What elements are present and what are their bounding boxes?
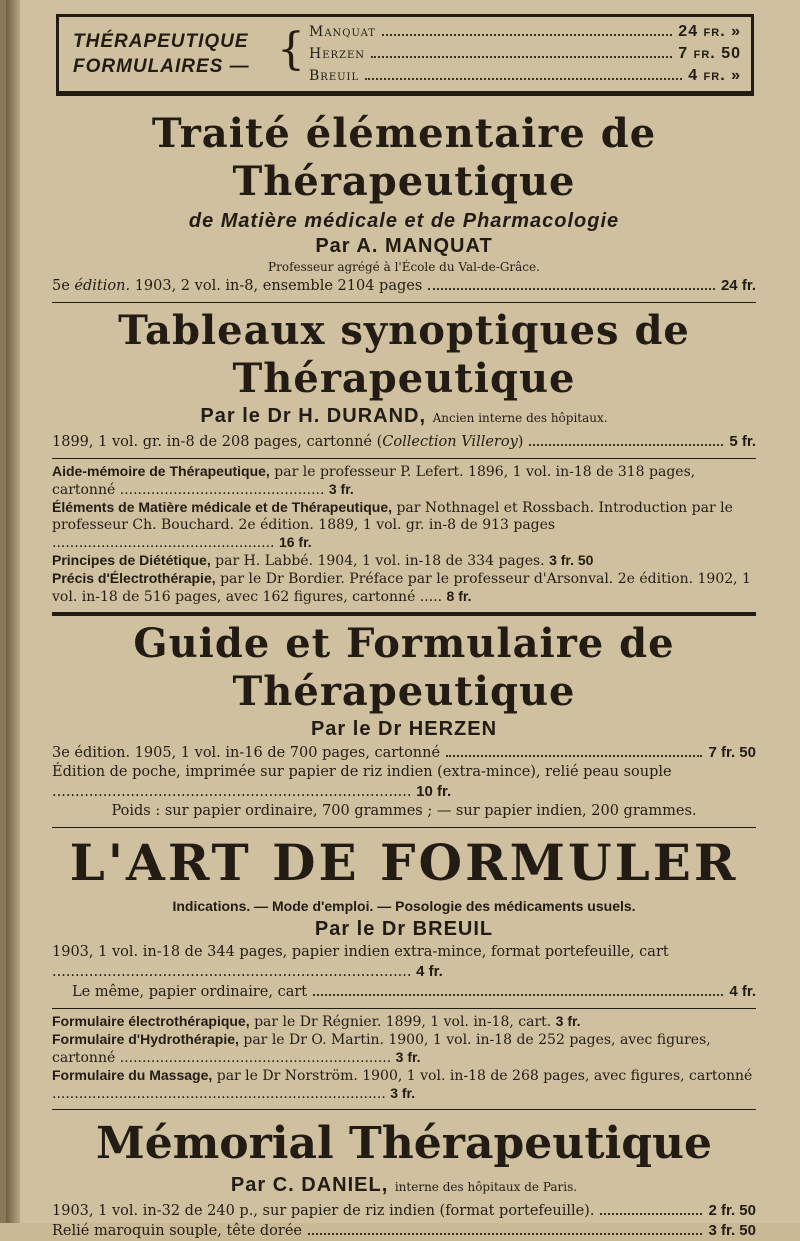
divider [52, 458, 756, 459]
guide-pocket-line: Édition de poche, imprimée sur papier de riz indien (extra-mince), relié peau souple .............................................................................. 10 fr. [52, 764, 672, 800]
memorial-author: Par C. DANIEL, interne des hôpitaux de Paris. [230, 1174, 578, 1196]
divider [52, 1008, 756, 1009]
list-item: Précis d'Électrothérapie, par le Dr Bordier. Préface par le professeur d'Arsonval. 2e édition. 1902, 1 vol. in-18 de 516 pages, avec 162 figures, cartonné ..... 8 fr. [52, 570, 751, 605]
binding-gutter [6, 0, 20, 1223]
divider [52, 827, 756, 828]
tableaux-edition-line: 1899, 1 vol. gr. in-8 de 208 pages, cartonné (Collection Villeroy) 5 fr. [52, 433, 756, 450]
guide-author: Par le Dr HERZEN [310, 718, 498, 740]
header-price-box [56, 14, 754, 96]
traite-title: Traité élémentaire de Thérapeutique [151, 110, 657, 205]
divider [52, 1109, 756, 1110]
art-edition-line: 1903, 1 vol. in-18 de 344 pages, papier indien extra-mince, format portefeuille, cart .............................................................................. 4 fr. [52, 944, 669, 980]
tableaux-price: 5 fr. [729, 433, 756, 450]
divider [52, 302, 756, 303]
memorial-edition-line: 1903, 1 vol. in-32 de 240 p., sur papier de riz indien (format portefeuille). 2 fr. 50 [52, 1202, 756, 1219]
formulaires-list [52, 1013, 756, 1103]
traite-author: Par A. MANQUAT [315, 235, 493, 257]
divider-thick [52, 612, 756, 616]
header-row: Herzen 7 fr. 50 [309, 45, 741, 62]
guide-edition-line: 3e édition. 1905, 1 vol. in-16 de 700 pages, cartonné 7 fr. 50 [52, 744, 756, 761]
art-author: Par le Dr BREUIL [314, 918, 494, 940]
traite-price: 24 fr. [720, 277, 756, 294]
list-item: Principes de Diététique, par H. Labbé. 1904, 1 vol. in-18 de 334 pages. 3 fr. 50 [52, 552, 594, 569]
list-item: Aide-mémoire de Thérapeutique, par le professeur P. Lefert. 1896, 1 vol. in-18 de 318 pages, cartonné .............................................. 3 fr. [52, 463, 696, 498]
guide-title: Guide et Formulaire de Thérapeutique [133, 620, 675, 715]
traite-edition-line: 5e édition. 1903, 2 vol. in-8, ensemble 2104 pages 24 fr. [52, 277, 756, 294]
header-categories [73, 29, 283, 79]
brace-glyph: { [277, 24, 305, 75]
header-therapeutique: THÉRAPEUTIQUE [73, 31, 249, 52]
misc-list [52, 463, 756, 606]
art-ordinary-line: Le même, papier ordinaire, cart 4 fr. [72, 983, 756, 1000]
memorial-binding-line: Relié maroquin souple, tête dorée 3 fr. 50 [52, 1222, 756, 1239]
header-price-list [309, 21, 741, 87]
header-row: Manquat 24 fr. » [309, 23, 741, 40]
tableaux-title: Tableaux synoptiques de Thérapeutique [118, 307, 690, 402]
list-item: Éléments de Matière médicale et de Thérapeutique, par Nothnagel et Rossbach. Introduction par le professeur Ch. Bouchard. 2e édition. 1889, 1 vol. gr. in-8 de 913 pages .................................................. 16 fr. [52, 499, 733, 551]
list-item: Formulaire du Massage, par le Dr Norström. 1900, 1 vol. in-18 de 268 pages, avec figures, cartonné ........................................................................... 3 fr. [52, 1067, 753, 1102]
art-indications: Indications. — Mode d'emploi. — Posologie des médicaments usuels. [172, 898, 636, 914]
traite-author-note: Professeur agrégé à l'École du Val-de-Grâce. [268, 260, 540, 274]
traite-subtitle: de Matière médicale et de Pharmacologie [188, 210, 620, 232]
guide-weight-line: Poids : sur papier ordinaire, 700 grammes ; — sur papier indien, 200 grammes. [111, 803, 697, 819]
header-formulaires: FORMULAIRES — [73, 56, 250, 77]
list-item: Formulaire électrothérapique, par le Dr Régnier. 1899, 1 vol. in-18, cart. 3 fr. [52, 1013, 581, 1030]
art-title: L'ART DE FORMULER [69, 833, 739, 892]
list-item: Formulaire d'Hydrothérapie, par le Dr O. Martin. 1900, 1 vol. in-18 de 252 pages, avec figures, cartonné ............................................................. 3 fr. [52, 1031, 711, 1066]
memorial-title: Mémorial Thérapeutique [96, 1118, 712, 1169]
tableaux-author: Par le Dr H. DURAND, Ancien interne des hôpitaux. [200, 405, 608, 427]
header-row: Breuil 4 fr. » [309, 67, 741, 84]
